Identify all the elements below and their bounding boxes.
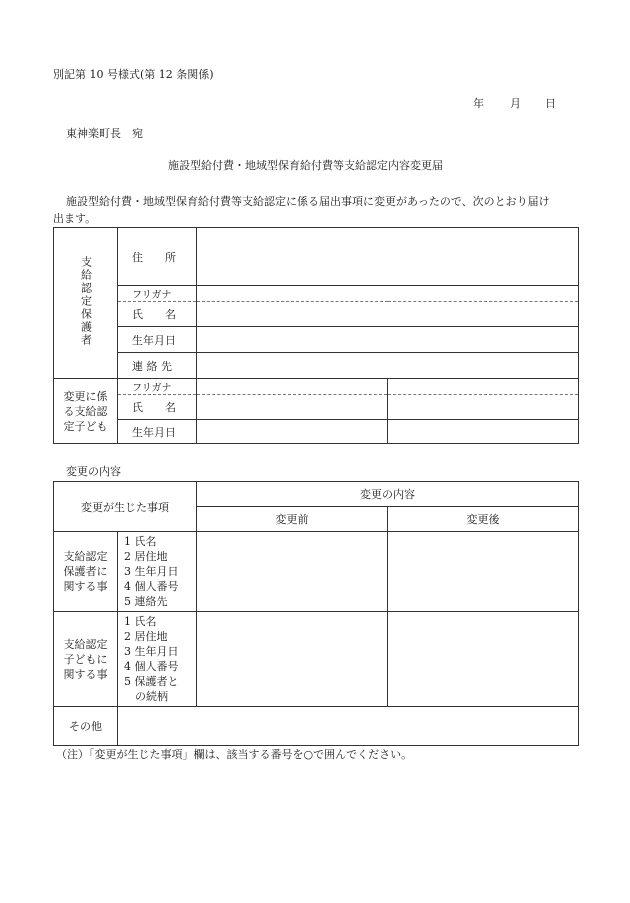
child-furigana-field-1[interactable] — [197, 379, 388, 395]
child-group-label-line2: る支給認 — [63, 404, 108, 418]
guardian-birthdate-label: 生年月日 — [118, 327, 197, 353]
child-furigana-label: フリガナ — [118, 379, 197, 395]
date-day-label: 日 — [545, 97, 556, 110]
guardian-section-line3: 関する事 — [63, 580, 108, 593]
intro-text-line1: 施設型給付費・地域型保育給付費等支給認定に係る届出事項に変更があったので、次のとおり届け — [66, 195, 550, 208]
addressee: 東神楽町長 宛 — [66, 127, 143, 140]
child-item: 1 氏名 — [124, 615, 157, 628]
guardian-section-line2: 保護者に — [63, 565, 108, 578]
other-field[interactable] — [118, 707, 579, 746]
child-birthdate-label: 生年月日 — [118, 420, 197, 444]
footnote: （注）「変更が生じた事項」欄は、該当する番号を○で囲んでください。 — [56, 748, 413, 761]
child-group-label-line1: 変更に係 — [63, 389, 108, 403]
guardian-item: 1 氏名 — [124, 535, 157, 548]
changed-item-header: 変更が生じた事項 — [54, 482, 197, 532]
child-item: 4 個人番号 — [124, 660, 179, 673]
date-year-label: 年 — [473, 97, 484, 110]
guardian-section-line1: 支給認定 — [63, 550, 108, 563]
child-name-field-2[interactable] — [388, 395, 579, 420]
guardian-item: 2 居住地 — [124, 550, 168, 563]
guardian-contact-label: 連 絡 先 — [118, 353, 197, 379]
intro-text-line2: 出ます。 — [53, 212, 97, 225]
guardian-item: 5 連絡先 — [124, 595, 168, 608]
child-after-field[interactable] — [388, 612, 579, 707]
child-section-line1: 支給認定 — [63, 637, 108, 651]
guardian-after-field[interactable] — [388, 532, 579, 612]
guardian-name-field[interactable] — [197, 302, 579, 327]
child-birthdate-field-1[interactable] — [197, 420, 388, 444]
guardian-furigana-field[interactable] — [197, 286, 579, 302]
guardian-birthdate-field[interactable] — [197, 327, 579, 353]
child-section-line2: 子どもに — [63, 652, 108, 666]
guardian-address-field[interactable] — [197, 228, 579, 286]
form-title: 施設型給付費・地域型保育給付費等支給認定内容変更届 — [168, 159, 443, 172]
guardian-furigana-label: フリガナ — [118, 286, 197, 302]
child-item: 5 保護者と — [124, 675, 179, 688]
child-item: 3 生年月日 — [124, 645, 179, 658]
change-content-header: 変更の内容 — [197, 482, 579, 507]
guardian-item: 4 個人番号 — [124, 580, 179, 593]
form-id: 別記第 10 号様式(第 12 条関係) — [53, 68, 214, 81]
guardian-before-field[interactable] — [197, 532, 388, 612]
guardian-item: 3 生年月日 — [124, 565, 179, 578]
child-section-line3: 関する事 — [63, 667, 108, 681]
guardian-item-list — [118, 532, 197, 612]
after-change-header: 変更後 — [388, 507, 579, 532]
guardian-address-label: 住 所 — [118, 228, 197, 286]
guardian-contact-field[interactable] — [197, 353, 579, 379]
child-item: 2 居住地 — [124, 630, 168, 643]
child-item-list — [118, 612, 197, 707]
other-label: その他 — [54, 707, 118, 746]
changes-table — [53, 481, 579, 746]
guardian-group-label: 支給認定保護者 — [79, 256, 93, 347]
child-section-label — [54, 612, 118, 707]
child-furigana-field-2[interactable] — [388, 379, 579, 395]
guardian-name-label: 氏 名 — [118, 302, 197, 327]
child-name-label: 氏 名 — [118, 395, 197, 420]
child-item: の続柄 — [124, 690, 168, 703]
child-group-cell — [54, 379, 118, 444]
date-month-label: 月 — [510, 97, 521, 110]
before-change-header: 変更前 — [197, 507, 388, 532]
child-group-label-line3: 定子ども — [63, 419, 108, 433]
applicant-table — [53, 227, 579, 444]
child-before-field[interactable] — [197, 612, 388, 707]
guardian-group-cell — [54, 228, 118, 379]
changes-heading: 変更の内容 — [66, 465, 121, 478]
child-name-field-1[interactable] — [197, 395, 388, 420]
guardian-section-label — [54, 532, 118, 612]
child-birthdate-field-2[interactable] — [388, 420, 579, 444]
